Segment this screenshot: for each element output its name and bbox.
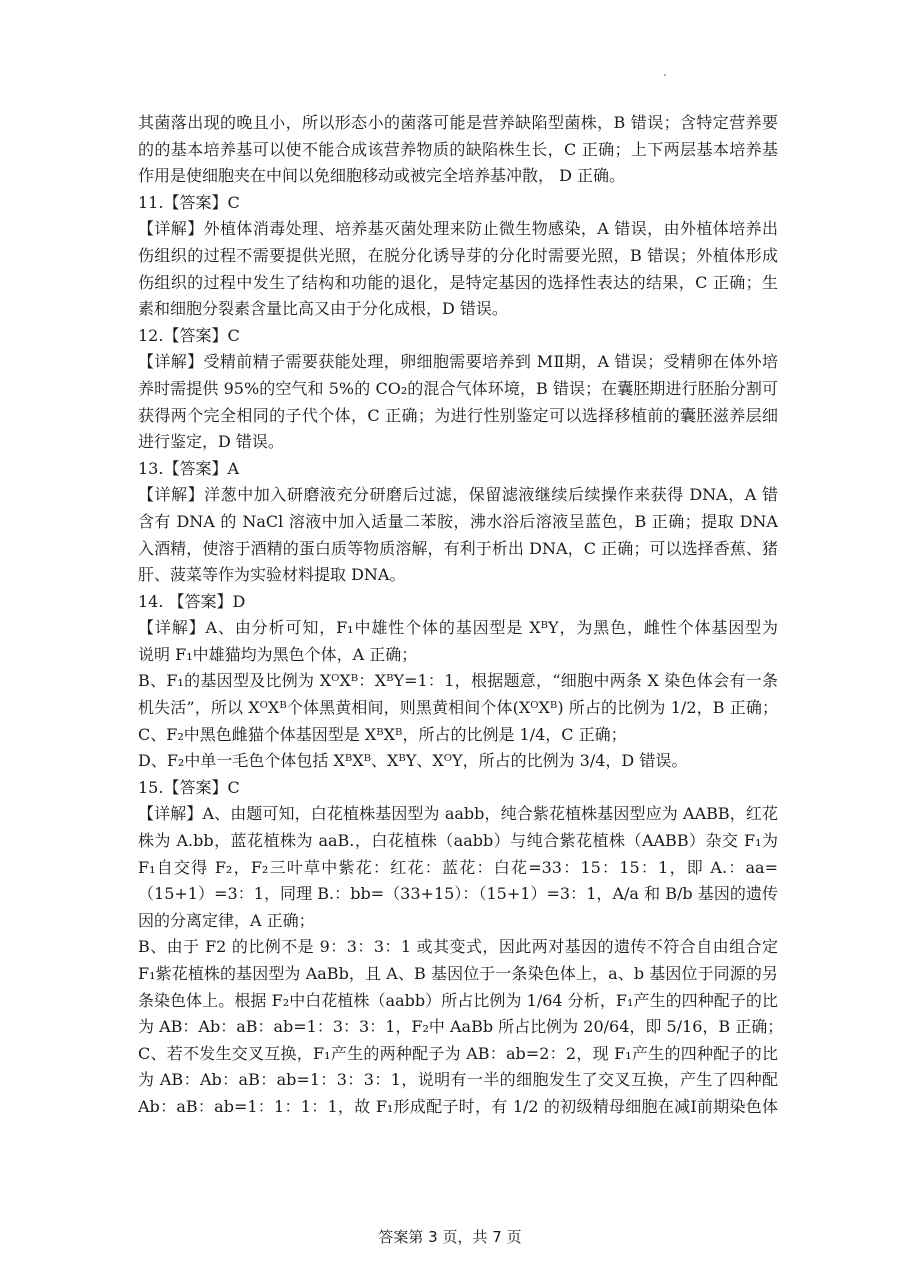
text-line: 伤组织的过程中发生了结构和功能的退化，是特定基因的选择性表达的结果，C 正确；生: [138, 272, 778, 292]
text-line: 【详解】受精前精子需要获能处理，卵细胞需要培养到 MⅡ期，A 错误；受精卵在体外培: [138, 352, 778, 372]
text-line: 含有 DNA 的 NaCl 溶液中加入适量二苯胺，沸水浴后溶液呈蓝色，B 正确；提取 DNA: [138, 511, 778, 531]
text-line: 13.【答案】A: [138, 458, 240, 478]
text-line: F₁自交得 F₂，F₂三叶草中紫花：红花：蓝花：白花=33：15：15：1，即 A.：aa=: [138, 857, 778, 877]
text-line: 为 AB：Ab：aB：ab=1：3：3：1，说明有一半的细胞发生了交叉互换，产生了四种配: [138, 1070, 778, 1090]
text-line: 14. 【答案】D: [138, 591, 246, 611]
text-line: 株为 A.bb，蓝花植株为 aaB.，白花植株（aabb）与纯合紫花植株（AABB）杂交 F₁为: [138, 831, 778, 851]
scan-speck: [664, 74, 666, 76]
text-line: C、F₂中黑色雌猫个体基因型是 XᴮXᴮ，所占的比例是 1/4，C 正确；: [138, 724, 627, 744]
text-line: B、由于 F2 的比例不是 9：3：3：1 或其变式，因此两对基因的遗传不符合自由组合定: [138, 937, 778, 957]
text-line: C、若不发生交叉互换，F₁产生的两种配子为 AB：ab=2：2，现 F₁产生的四种配子的比: [138, 1043, 778, 1063]
text-line: 进行鉴定，D 错误。: [138, 432, 284, 452]
text-line: 其菌落出现的晚且小，所以形态小的菌落可能是营养缺陷型菌株，B 错误；含特定营养要: [138, 113, 778, 132]
text-line: 【详解】洋葱中加入研磨液充分研磨后过滤，保留滤液继续后续操作来获得 DNA，A 错: [138, 485, 778, 505]
text-line: 获得两个完全相同的子代个体，C 正确；为进行性别鉴定可以选择移植前的囊胚滋养层细: [138, 405, 778, 425]
text-line: 入酒精，使溶于酒精的蛋白质等物质溶解，有利于析出 DNA，C 正确；可以选择香蕉、猪: [138, 538, 778, 558]
text-line: 【详解】外植体消毒处理、培养基灭菌处理来防止微生物感染，A 错误，由外植体培养出: [138, 219, 778, 239]
text-line: 15.【答案】C: [138, 777, 240, 797]
answer-text-body: [138, 110, 784, 1121]
text-line: 的的基本培养基可以使不能合成该营养物质的缺陷株生长，C 正确；上下两层基本培养基: [138, 139, 778, 159]
text-line: 素和细胞分裂素含量比高又由于分化成根，D 错误。: [138, 299, 508, 319]
text-line: 机失活”，所以 XᴼXᴮ个体黑黄相间，则黑黄相间个体(XᴼXᴮ) 所占的比例为 1/2，B 正确；: [138, 698, 778, 718]
text-line: 12.【答案】C: [138, 325, 240, 345]
text-line: （15+1）=3：1，同理 B.：bb=（33+15）：（15+1）=3：1，A/a 和 B/b 基因的遗传: [138, 884, 778, 904]
text-line: 因的分离定律，A 正确；: [138, 910, 315, 930]
text-line: D、F₂中单一毛色个体包括 XᴮXᴮ、XᴮY、XᴼY，所占的比例为 3/4，D 错误。: [138, 751, 688, 771]
text-line: F₁紫花植株的基因型为 AaBb，且 A、B 基因位于一条染色体上，a、b 基因位于同源的另: [138, 964, 778, 983]
text-line: 伤组织的过程不需要提供光照，在脱分化诱导芽的分化时需要光照，B 错误；外植体形成: [138, 245, 778, 265]
text-line: 养时需提供 95%的空气和 5%的 CO₂的混合气体环境，B 错误；在囊胚期进行胚胎分割可: [138, 378, 778, 398]
text-line: 11.【答案】C: [138, 192, 240, 212]
text-line: 【详解】A、由题可知，白花植株基因型为 aabb，纯合紫花植株基因型应为 AABB，红花: [138, 804, 778, 824]
text-line: 条染色体上。根据 F₂中白花植株（aabb）所占比例为 1/64 分析，F₁产生的四种配子的比: [138, 990, 778, 1010]
page-footer: 答案第 3 页，共 7 页: [378, 1228, 522, 1246]
text-line: Ab：aB：ab=1：1：1：1，故 F₁形成配子时，有 1/2 的初级精母细胞在减Ⅰ前期染色体: [138, 1096, 778, 1116]
text-line: 说明 F₁中雄猫均为黑色个体，A 正确；: [138, 644, 418, 664]
text-line: 【详解】A、由分析可知，F₁中雄性个体的基因型是 XᴮY，为黑色，雌性个体基因型为: [138, 618, 778, 638]
text-line: 肝、菠菜等作为实验材料提取 DNA。: [138, 565, 406, 585]
text-line: 为 AB：Ab：aB：ab=1：3：3：1，F₂中 AaBb 所占比例为 20/64，即 5/16，B 正确；: [138, 1017, 784, 1037]
text-line: B、F₁的基因型及比例为 XᴼXᴮ：XᴮY=1：1，根据题意，“细胞中两条 X 染色体会有一条: [138, 671, 778, 691]
text-line: 作用是使细胞夹在中间以免细胞移动或被完全培养基冲散， D 正确。: [138, 166, 626, 186]
